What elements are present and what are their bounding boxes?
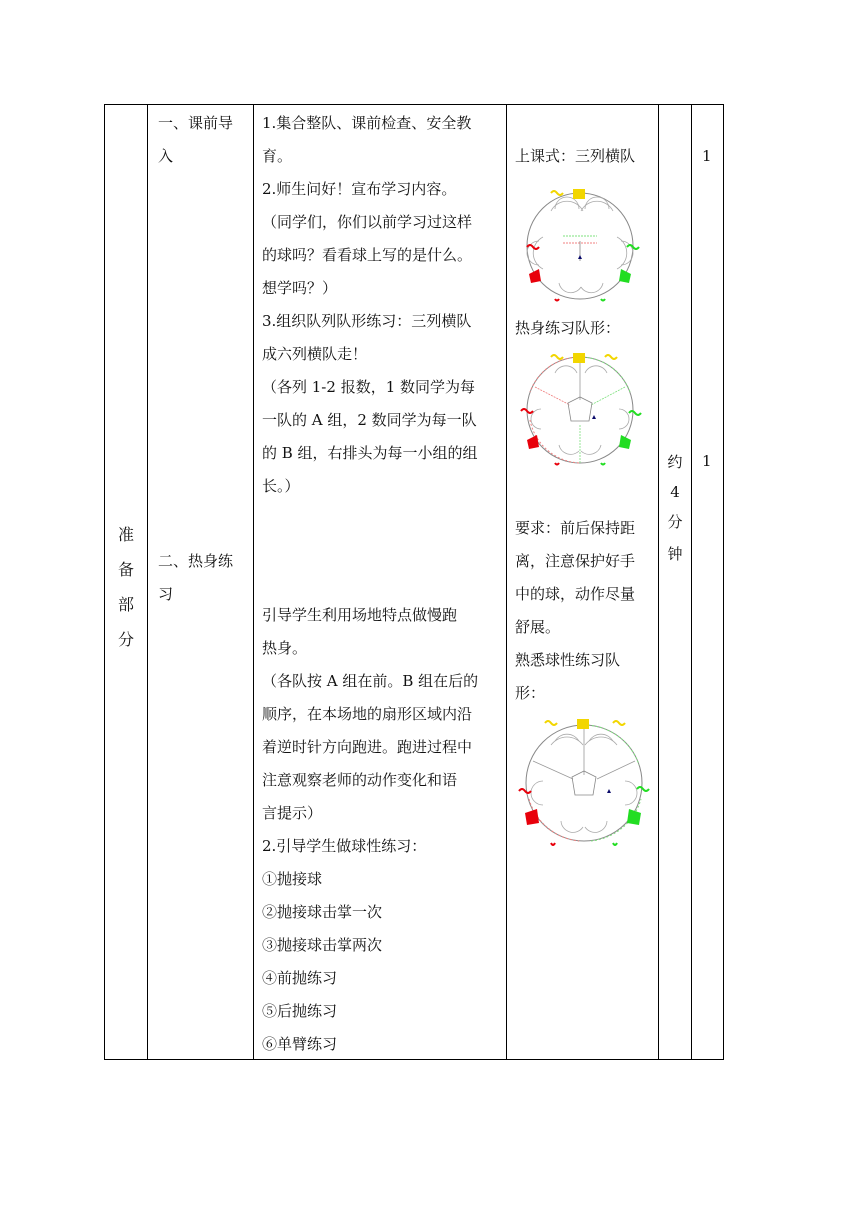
formation-label: 形： bbox=[515, 684, 546, 702]
content-line: （各队按 A 组在前。B 组在后的 bbox=[262, 672, 479, 690]
part-char: 部 bbox=[117, 595, 134, 614]
section-title-line: 习 bbox=[158, 585, 174, 603]
formation-diagram-1 bbox=[515, 181, 645, 306]
content-line: 的球吗？看看球上写的是什么。 bbox=[262, 246, 473, 264]
content-line: 一队的 A 组，2 数同学为每一队 bbox=[262, 411, 477, 429]
section-title-warmup bbox=[158, 545, 252, 611]
red-marker-icon bbox=[529, 269, 541, 283]
content-line: ④前抛练习 bbox=[262, 969, 338, 987]
section-title-line: 入 bbox=[158, 147, 174, 165]
organization-cell bbox=[507, 105, 658, 1059]
content-line: 长。） bbox=[262, 477, 300, 495]
content-line: 引导学生利用场地特点做慢跑 bbox=[262, 606, 458, 624]
requirement-line: 舒展。 bbox=[515, 618, 561, 636]
part-cell bbox=[105, 105, 147, 1059]
formation-label: 热身练习队形： bbox=[515, 319, 621, 337]
content-line: 注意观察老师的动作变化和语 bbox=[262, 771, 458, 789]
intensity-cell bbox=[692, 105, 725, 1059]
formation-diagram-2 bbox=[515, 345, 645, 470]
requirement-line: 离，注意保护好手 bbox=[515, 552, 636, 570]
part-char: 准 bbox=[117, 525, 134, 544]
content-line: ⑤后抛练习 bbox=[262, 1002, 338, 1020]
content-line: 的 B 组，右排头为每一小组的组 bbox=[262, 444, 478, 462]
time-char: 约 bbox=[667, 453, 683, 471]
intensity-value: 1 bbox=[702, 452, 712, 470]
section-title-intro bbox=[158, 107, 252, 173]
content-line: 1.集合整队、课前检查、安全教 bbox=[262, 114, 472, 132]
lesson-plan-table bbox=[104, 104, 724, 1060]
part-char: 备 bbox=[117, 560, 134, 579]
intensity-value: 1 bbox=[702, 147, 712, 165]
content-line: 成六列横队走！ bbox=[262, 345, 368, 363]
formation-label: 上课式：三列横队 bbox=[515, 147, 636, 165]
part-char: 分 bbox=[117, 630, 134, 649]
section-title-line: 二、热身练 bbox=[158, 552, 234, 570]
warmup-content bbox=[262, 599, 504, 1061]
content-line: 2.引导学生做球性练习： bbox=[262, 837, 427, 855]
requirement-text bbox=[515, 512, 655, 710]
green-marker-icon bbox=[619, 269, 631, 283]
content-cell bbox=[254, 105, 506, 1059]
content-line: ①抛接球 bbox=[262, 870, 323, 888]
content-line: 育。 bbox=[262, 147, 293, 165]
content-line: 想学吗？） bbox=[262, 279, 338, 297]
section-title-line: 一、课前导 bbox=[158, 114, 234, 132]
content-line: 顺序，在本场地的扇形区域内沿 bbox=[262, 705, 473, 723]
content-line: ⑥单臂练习 bbox=[262, 1035, 338, 1053]
content-line: 2.师生问好！宣布学习内容。 bbox=[262, 180, 457, 198]
content-line: 言提示） bbox=[262, 804, 323, 822]
yellow-marker-icon bbox=[573, 189, 585, 199]
content-line: （同学们，你们以前学习过这样 bbox=[262, 213, 473, 231]
requirement-line: 要求：前后保持距 bbox=[515, 519, 636, 537]
section-cell bbox=[148, 105, 253, 1059]
content-line: 着逆时针方向跑进。跑进过程中 bbox=[262, 738, 473, 756]
time-char: 分 bbox=[667, 513, 683, 531]
intro-content bbox=[262, 107, 504, 503]
time-char: 钟 bbox=[667, 545, 683, 563]
content-line: ②抛接球击掌一次 bbox=[262, 903, 383, 921]
time-char: 4 bbox=[670, 483, 680, 501]
requirement-line: 中的球，动作尽量 bbox=[515, 585, 636, 603]
content-line: （各列 1-2 报数，1 数同学为每 bbox=[262, 378, 476, 396]
formation-label: 熟悉球性练习队 bbox=[515, 651, 621, 669]
content-line: 热身。 bbox=[262, 639, 308, 657]
time-cell bbox=[659, 105, 691, 1059]
content-line: ③抛接球击掌两次 bbox=[262, 936, 383, 954]
content-line: 3.组织队列队形练习：三列横队 bbox=[262, 312, 472, 330]
formation-diagram-3 bbox=[517, 709, 652, 854]
